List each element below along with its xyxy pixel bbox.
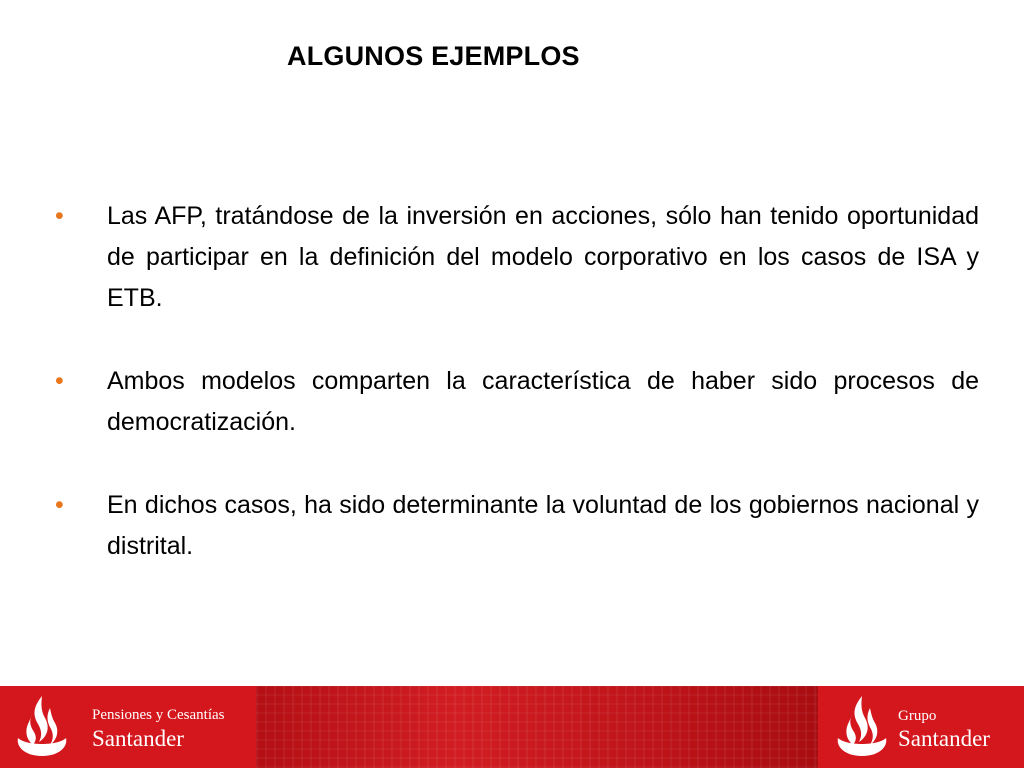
footer-texture [256, 686, 818, 768]
brand-line-1: Pensiones y Cesantías [92, 707, 225, 723]
grupo-santander-logo [818, 686, 1024, 768]
bullet-text-2: Ambos modelos comparten la característica de haber sido procesos de democratización. [107, 367, 979, 436]
bullet-marker: • [55, 491, 64, 519]
bullet-item-2 [55, 361, 979, 443]
brand-line-2: Santander [92, 726, 184, 751]
footer-bar [0, 686, 1024, 768]
bullet-marker: • [55, 367, 64, 395]
santander-flame-icon [12, 694, 72, 760]
santander-flame-icon [832, 694, 892, 760]
bullet-marker: • [55, 202, 64, 230]
pensiones-santander-logo [0, 686, 256, 768]
bullet-item-3 [55, 485, 979, 567]
brand-line-1: Grupo [898, 708, 937, 724]
bullet-text-3: En dichos casos, ha sido determinante la voluntad de los gobiernos nacional y distrital. [107, 491, 979, 560]
brand-line-2: Santander [898, 726, 990, 751]
bullet-text-1: Las AFP, tratándose de la inversión en acciones, sólo han tenido oportunidad de participar en la definición del modelo corporativo en los casos de ISA y ETB. [107, 202, 979, 312]
slide-title: ALGUNOS EJEMPLOS [287, 41, 580, 71]
bullet-item-1 [55, 196, 979, 319]
